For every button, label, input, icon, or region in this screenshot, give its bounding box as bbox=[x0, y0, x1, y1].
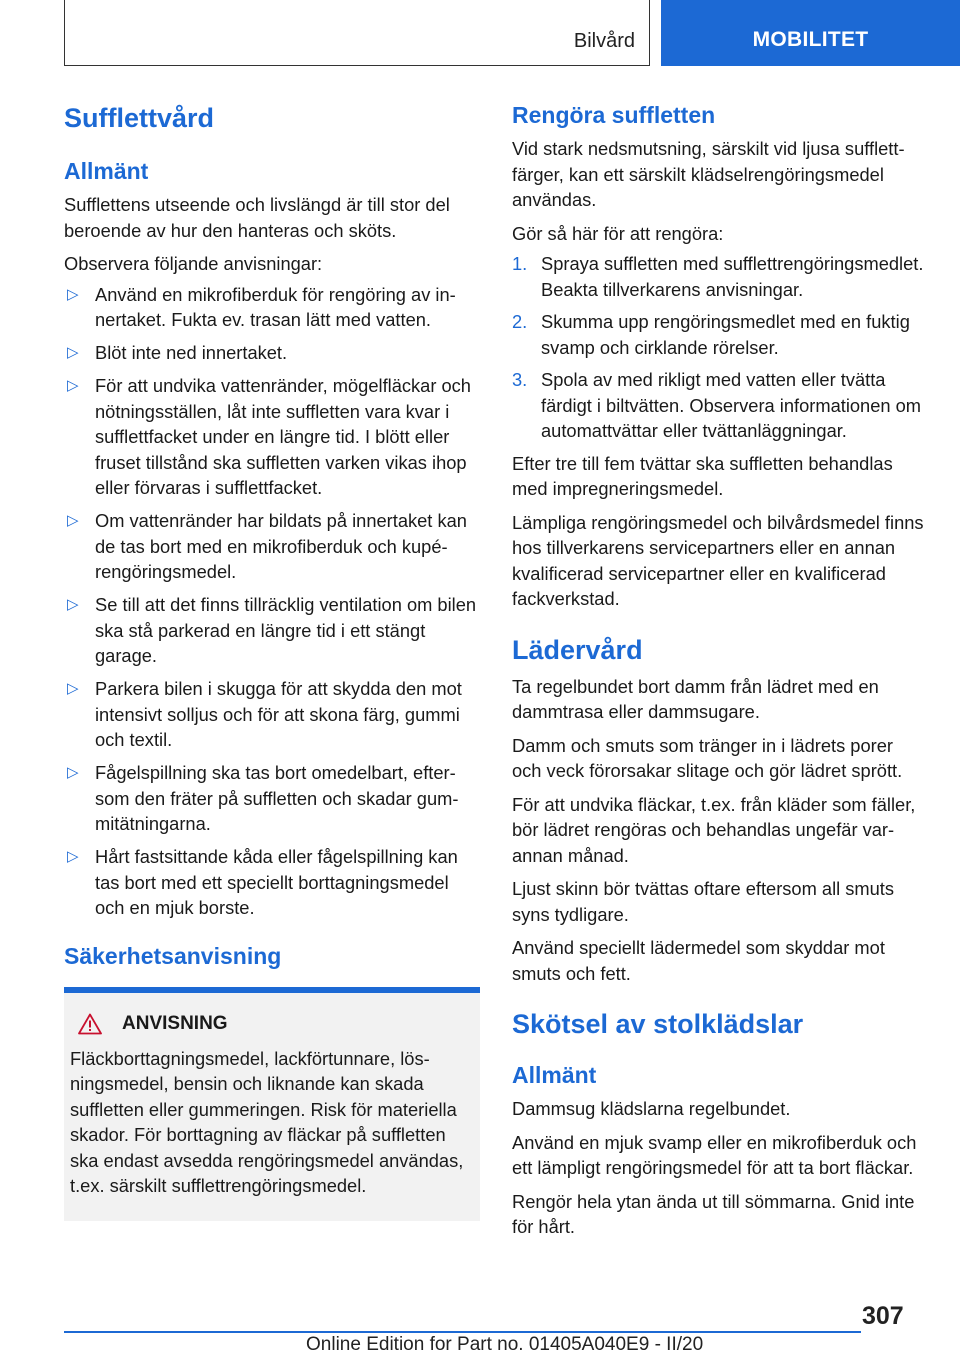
header-section-title: Bilvård bbox=[573, 30, 635, 52]
page-number: 307 bbox=[862, 1302, 904, 1330]
paragraph: Använd en mjuk svamp eller en mikrofiberduk och ett lämpligt rengöringsmedel för att ta bort fläckar. bbox=[512, 1131, 917, 1178]
list-item: ▷ Hårt fastsittande kåda eller fågelspillning kan tas bort med ett speciellt borttagningsmedel och en mjuk borste. bbox=[67, 846, 458, 918]
list-item: ▷ Se till att det finns tillräcklig ventilation om bilen ska stå parkerad en längre tid i ett stängt garage. bbox=[67, 594, 477, 666]
paragraph: Vid stark nedsmutsning, särskilt vid ljusa sufflettfärger, kan ett särskilt klädselrengöringsmedel användas. bbox=[512, 138, 905, 210]
list-item: 3. Spola av med rikligt med vatten eller tvätta färdigt i biltvätten. Observera informationen om automattvättar eller tvättanläggningar. bbox=[512, 369, 922, 441]
instruction-list bbox=[64, 282, 480, 921]
heading-allmant: Allmänt bbox=[512, 1062, 597, 1088]
list-item: 1. Spraya suffletten med sufflettrengöringsmedlet. Beakta tillverkarens anvisningar. bbox=[512, 253, 924, 300]
warning-title: ANVISNING bbox=[122, 1012, 228, 1034]
list-item: ▷ Parkera bilen i skugga för att skydda den mot intensivt solljus och för att skona färg, gummi och textil. bbox=[67, 678, 462, 750]
paragraph: Ta regelbundet bort damm från lädret med en dammtrasa eller dammsugare. bbox=[512, 675, 879, 722]
list-item: ▷ Fågelspillning ska tas bort omedelbart, eftersom den fräter på suffletten och skadar gummitätningarna. bbox=[67, 762, 459, 834]
section-title-sufflettvard: Sufflettvård bbox=[64, 103, 215, 133]
warning-triangle-icon bbox=[78, 1013, 102, 1035]
paragraph: Rengör hela ytan ända ut till sömmarna. Gnid inte för hårt. bbox=[512, 1190, 915, 1237]
step-number: 3. bbox=[512, 369, 528, 390]
triangle-right-icon: ▷ bbox=[67, 848, 79, 865]
paragraph: Använd speciellt lädermedel som skyddar mot smuts och fett. bbox=[512, 937, 885, 984]
steps-list bbox=[512, 251, 926, 444]
list-item: ▷ Om vattenränder har bildats på innertaket kan de tas bort med en mikrofiberduk och kupérengöringsmedel. bbox=[67, 510, 467, 582]
paragraph: Sufflettens utseende och livslängd är till stor del beroende av hur den hanteras och sköts. bbox=[64, 194, 450, 241]
triangle-right-icon: ▷ bbox=[67, 344, 79, 361]
list-item: ▷ Använd en mikrofiberduk för rengöring av innertaket. Fukta ev. trasan lätt med vatten. bbox=[67, 283, 456, 330]
heading-sakerhetsanvisning: Säkerhetsanvisning bbox=[64, 942, 282, 969]
list-item: 2. Skumma upp rengöringsmedlet med en fuktig svamp och cirklande rörelser. bbox=[512, 311, 910, 358]
triangle-right-icon: ▷ bbox=[67, 285, 79, 303]
step-number: 2. bbox=[512, 311, 528, 332]
paragraph: Dammsug klädslarna regelbundet. bbox=[512, 1098, 791, 1119]
section-title-lardervard: Lädervård bbox=[512, 634, 643, 665]
paragraph: Lämpliga rengöringsmedel och bilvårdsmedel finns hos tillverkarens servicepartners eller en annan kvalificerad servicepartner eller en kvalificerad fackverkstad. bbox=[512, 511, 924, 609]
warning-header bbox=[78, 1011, 474, 1037]
right-column bbox=[512, 100, 926, 1240]
triangle-right-icon: ▷ bbox=[67, 596, 79, 613]
warning-box bbox=[64, 987, 480, 1221]
step-number: 1. bbox=[512, 253, 528, 274]
footer-rule bbox=[64, 1331, 861, 1333]
list-item: ▷ Blöt inte ned innertaket. bbox=[64, 340, 480, 366]
list-item: ▷ För att undvika vattenränder, mögelfläckar och nötningsställen, låt inte suffletten vara kvar i sufflettfacket under en längre tid. I blött eller fruset tillstånd ska suffletten varken vikas ihop eller förvaras i sufflettfacket. bbox=[67, 375, 471, 498]
header-section-box bbox=[64, 0, 650, 66]
triangle-right-icon: ▷ bbox=[67, 512, 79, 529]
triangle-right-icon: ▷ bbox=[67, 764, 79, 781]
triangle-right-icon: ▷ bbox=[67, 680, 79, 697]
triangle-right-icon: ▷ bbox=[67, 377, 79, 394]
paragraph: För att undvika fläckar, t.ex. från kläder som fäller, bör lädret rengöras och behandlas ungefär varannan månad. bbox=[512, 793, 916, 866]
warning-text: Fläckborttagningsmedel, lackförtunnare, lösningsmedel, bensin och liknande kan skada suffletten eller gummeringen. Risk för materiella skador. För borttagning av fläckar på suffletten ska endast avsedda rengöringsmedel användas, t.ex. särskilt sufflettrengöringsmedel. bbox=[70, 1047, 464, 1196]
paragraph: Efter tre till fem tvättar ska suffletten behandlas med impregneringsmedel. bbox=[512, 452, 893, 499]
footer-edition-text: Online Edition for Part no. 01405A040E9 - II/20 bbox=[306, 1334, 704, 1355]
paragraph: Ljust skinn bör tvättas oftare eftersom all smuts syns tydligare. bbox=[512, 878, 895, 925]
left-column bbox=[64, 100, 480, 1221]
paragraph: Damm och smuts som tränger in i lädrets porer och veck förorsakar slitage och gör lädret sprött. bbox=[512, 734, 903, 781]
section-title-stolkladslar: Skötsel av stolklädslar bbox=[512, 1009, 804, 1039]
heading-allmant: Allmänt bbox=[64, 158, 149, 184]
header-chapter-label: MOBILITET bbox=[752, 28, 869, 51]
paragraph: Observera följande anvisningar: bbox=[64, 253, 323, 274]
header-chapter-tab[interactable] bbox=[661, 0, 960, 66]
heading-rengora-suffletten: Rengöra suffletten bbox=[512, 102, 716, 128]
paragraph: Gör så här för att rengöra: bbox=[512, 222, 724, 244]
